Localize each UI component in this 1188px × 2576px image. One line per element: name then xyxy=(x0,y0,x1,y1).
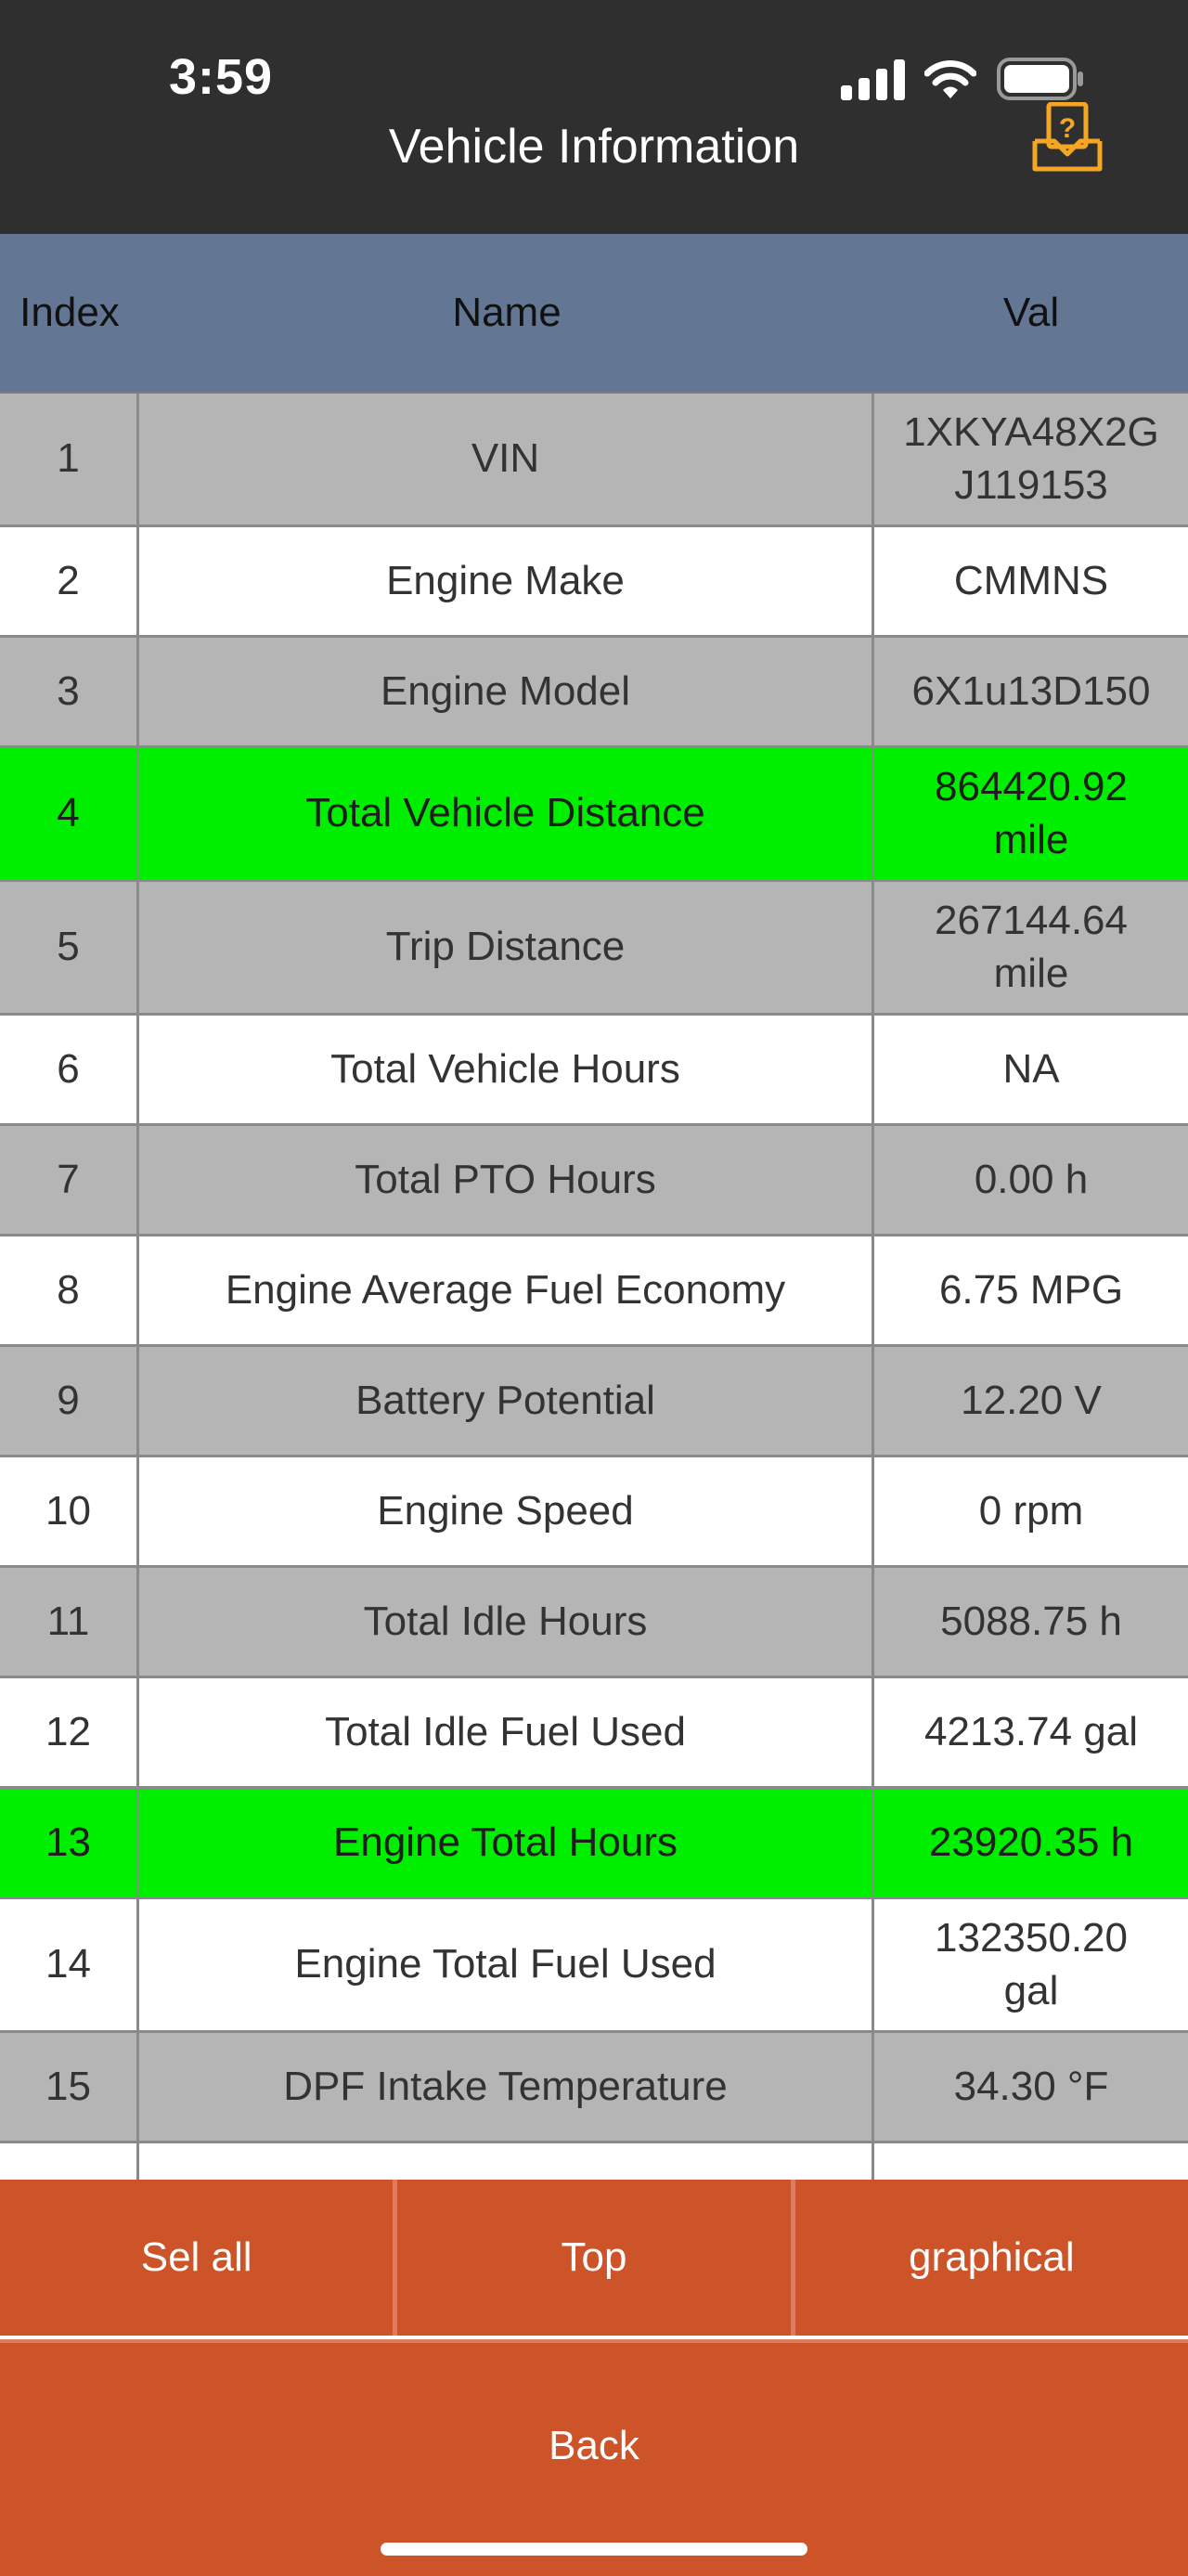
cellular-signal-icon xyxy=(841,59,906,100)
select-all-button[interactable]: Sel all xyxy=(0,2180,393,2336)
table-row[interactable] xyxy=(0,1457,1188,1568)
row-name xyxy=(139,2143,874,2180)
row-value-line1: 5088.75 h xyxy=(940,1598,1122,1644)
row-index xyxy=(0,2143,139,2180)
table-row[interactable] xyxy=(0,1899,1188,2033)
row-value xyxy=(874,1016,1188,1123)
table-row[interactable] xyxy=(0,1347,1188,1457)
row-value xyxy=(874,1457,1188,1565)
row-index: 5 xyxy=(0,882,139,1013)
row-index: 4 xyxy=(0,748,139,879)
row-value xyxy=(874,394,1188,524)
row-value-line1: 12.20 V xyxy=(961,1377,1102,1423)
row-value-line1: 23920.35 h xyxy=(928,1819,1134,1865)
row-value-line1: 267144.64 xyxy=(935,898,1128,944)
row-value-line2: mile xyxy=(993,950,1069,996)
row-name: Total Idle Fuel Used xyxy=(139,1678,874,1786)
row-name: Engine Total Hours xyxy=(139,1789,874,1896)
row-value xyxy=(874,638,1188,745)
row-index: 6 xyxy=(0,1016,139,1123)
row-value-line1: NA xyxy=(1002,1045,1060,1092)
battery-icon xyxy=(997,58,1084,100)
row-index: 12 xyxy=(0,1678,139,1786)
row-value xyxy=(874,748,1188,879)
row-index: 11 xyxy=(0,1568,139,1676)
header-name: Name xyxy=(452,290,562,335)
row-name: VIN xyxy=(139,394,874,524)
row-value-line1: 34.30 °F xyxy=(953,2063,1109,2109)
data-table[interactable] xyxy=(0,394,1188,2180)
row-name: Trip Distance xyxy=(139,882,874,1013)
svg-text:?: ? xyxy=(1058,113,1077,144)
row-value xyxy=(874,1568,1188,1676)
row-index: 8 xyxy=(0,1236,139,1344)
home-indicator[interactable] xyxy=(381,2543,807,2556)
row-name: Total Vehicle Hours xyxy=(139,1016,874,1123)
top-button[interactable]: Top xyxy=(397,2180,790,2336)
row-value xyxy=(874,1789,1188,1896)
row-index: 2 xyxy=(0,527,139,635)
row-value-line1: 6X1u13D150 xyxy=(911,667,1151,714)
table-row[interactable] xyxy=(0,1678,1188,1789)
row-index: 1 xyxy=(0,394,139,524)
row-name: Engine Make xyxy=(139,527,874,635)
row-index: 15 xyxy=(0,2033,139,2141)
table-row[interactable] xyxy=(0,2143,1188,2180)
table-row[interactable] xyxy=(0,748,1188,882)
row-name: Total Idle Hours xyxy=(139,1568,874,1676)
row-name: Engine Speed xyxy=(139,1457,874,1565)
back-button[interactable]: Back xyxy=(0,2339,1188,2576)
row-index: 10 xyxy=(0,1457,139,1565)
row-value-line1: 864420.92 xyxy=(935,764,1128,810)
header-value: Val xyxy=(1002,290,1060,335)
row-value-line1: 4213.74 gal xyxy=(924,1708,1138,1754)
row-value-line1: 1XKYA48X2G xyxy=(903,409,1159,456)
table-row[interactable] xyxy=(0,394,1188,527)
row-value xyxy=(874,527,1188,635)
row-value xyxy=(874,1899,1188,2030)
row-value xyxy=(874,2033,1188,2141)
row-value xyxy=(874,1678,1188,1786)
row-value-line1: 0.00 h xyxy=(974,1156,1089,1202)
row-index: 9 xyxy=(0,1347,139,1455)
row-index: 7 xyxy=(0,1126,139,1234)
row-value-line1: 6.75 MPG xyxy=(938,1266,1124,1313)
table-row[interactable] xyxy=(0,527,1188,638)
row-name: Total Vehicle Distance xyxy=(139,748,874,879)
table-row[interactable] xyxy=(0,1236,1188,1347)
action-bar xyxy=(0,2180,1188,2336)
row-value-line1: 132350.20 xyxy=(935,1915,1128,1961)
graphical-button[interactable]: graphical xyxy=(795,2180,1188,2336)
row-value xyxy=(874,1347,1188,1455)
row-name: Engine Model xyxy=(139,638,874,745)
row-value xyxy=(874,2143,1188,2180)
row-name: DPF Intake Temperature xyxy=(139,2033,874,2141)
row-value-line2: J119153 xyxy=(954,461,1108,508)
header-index: Index xyxy=(19,290,120,335)
table-header xyxy=(0,234,1188,394)
table-row[interactable] xyxy=(0,2033,1188,2143)
row-value-line1: 0 rpm xyxy=(978,1487,1084,1534)
row-name: Engine Total Fuel Used xyxy=(139,1899,874,2030)
row-value xyxy=(874,882,1188,1013)
table-row[interactable] xyxy=(0,1568,1188,1678)
page-title: Vehicle Information xyxy=(388,120,800,174)
row-value xyxy=(874,1126,1188,1234)
row-name: Total PTO Hours xyxy=(139,1126,874,1234)
row-value-line1: CMMNS xyxy=(953,557,1109,603)
table-row[interactable] xyxy=(0,882,1188,1016)
row-value xyxy=(874,1236,1188,1344)
top-bar xyxy=(0,0,1188,234)
help-tray-icon[interactable] xyxy=(1032,102,1103,173)
wifi-icon xyxy=(924,58,976,98)
row-value-line2: gal xyxy=(1003,1967,1059,2013)
row-index: 3 xyxy=(0,638,139,745)
status-time: 3:59 xyxy=(169,49,274,105)
row-name: Engine Average Fuel Economy xyxy=(139,1236,874,1344)
table-row[interactable] xyxy=(0,1789,1188,1899)
table-row[interactable] xyxy=(0,638,1188,748)
row-name: Battery Potential xyxy=(139,1347,874,1455)
table-row[interactable] xyxy=(0,1016,1188,1126)
row-index: 14 xyxy=(0,1899,139,2030)
table-row[interactable] xyxy=(0,1126,1188,1236)
row-index: 13 xyxy=(0,1789,139,1896)
row-value-line2: mile xyxy=(993,816,1069,862)
